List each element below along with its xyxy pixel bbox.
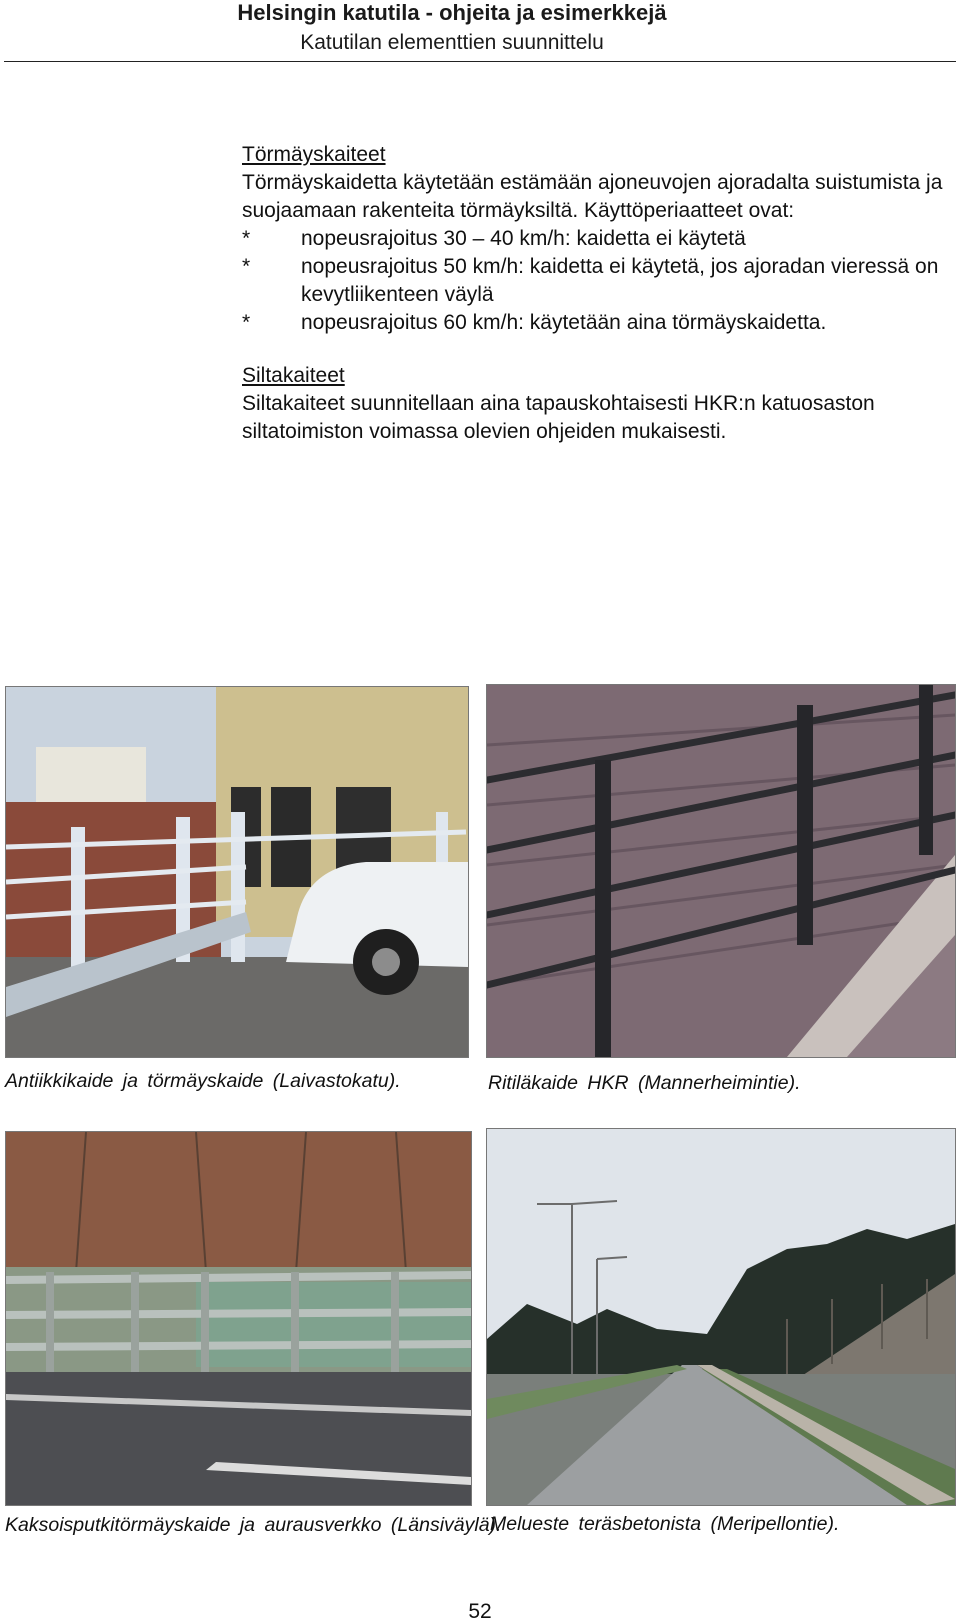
caption-photo-3: Kaksoisputkitörmäyskaide ja aurausverkko (Länsiväylä). (5, 1514, 502, 1536)
photo-grille-railing (486, 684, 956, 1058)
caption-photo-2: Ritiläkaide HKR (Mannerheimintie). (488, 1072, 801, 1094)
photo-noise-barrier (486, 1128, 956, 1506)
section-siltakaiteet (242, 362, 954, 446)
bullet-text: nopeusrajoitus 50 km/h: kaidetta ei käytetä, jos ajoradan vieressä on kevytliikenteen väylä (301, 255, 939, 306)
bullet-text: nopeusrajoitus 60 km/h: käytetään aina törmäyskaidetta. (301, 311, 827, 334)
document-title: Helsingin katutila - ohjeita ja esimerkkejä (237, 0, 667, 25)
photo-double-tube-barrier (5, 1131, 472, 1506)
caption-photo-4: Melueste teräsbetonista (Meripellontie). (490, 1513, 840, 1535)
list-item (242, 253, 954, 309)
bullet-mark: * (242, 311, 251, 334)
section-paragraph: Siltakaiteet suunnitellaan aina tapauskohtaisesti HKR:n katuosaston siltatoimiston voimassa olevien ohjeiden mukaisesti. (242, 392, 875, 443)
section-tormayskaiteet (242, 141, 954, 337)
bullet-mark: * (242, 227, 251, 250)
bullet-mark: * (242, 255, 251, 278)
caption-photo-1: Antiikkikaide ja törmäyskaide (Laivastokatu). (5, 1070, 401, 1092)
document-subtitle: Katutilan elementtien suunnittelu (300, 31, 604, 54)
header-divider (4, 61, 956, 62)
list-item (242, 225, 954, 253)
list-item (242, 309, 954, 337)
bullet-list (242, 225, 954, 337)
photo-antique-railing (5, 686, 469, 1058)
section-paragraph: Törmäyskaidetta käytetään estämään ajoneuvojen ajoradalta suistumista ja suojaamaan rakenteita törmäyksiltä. Käyttöperiaatteet ovat: (242, 171, 943, 222)
section-heading: Törmäyskaiteet (242, 143, 386, 166)
page-number: 52 (468, 1600, 492, 1623)
section-heading: Siltakaiteet (242, 364, 345, 387)
bullet-text: nopeusrajoitus 30 – 40 km/h: kaidetta ei käytetä (301, 227, 746, 250)
